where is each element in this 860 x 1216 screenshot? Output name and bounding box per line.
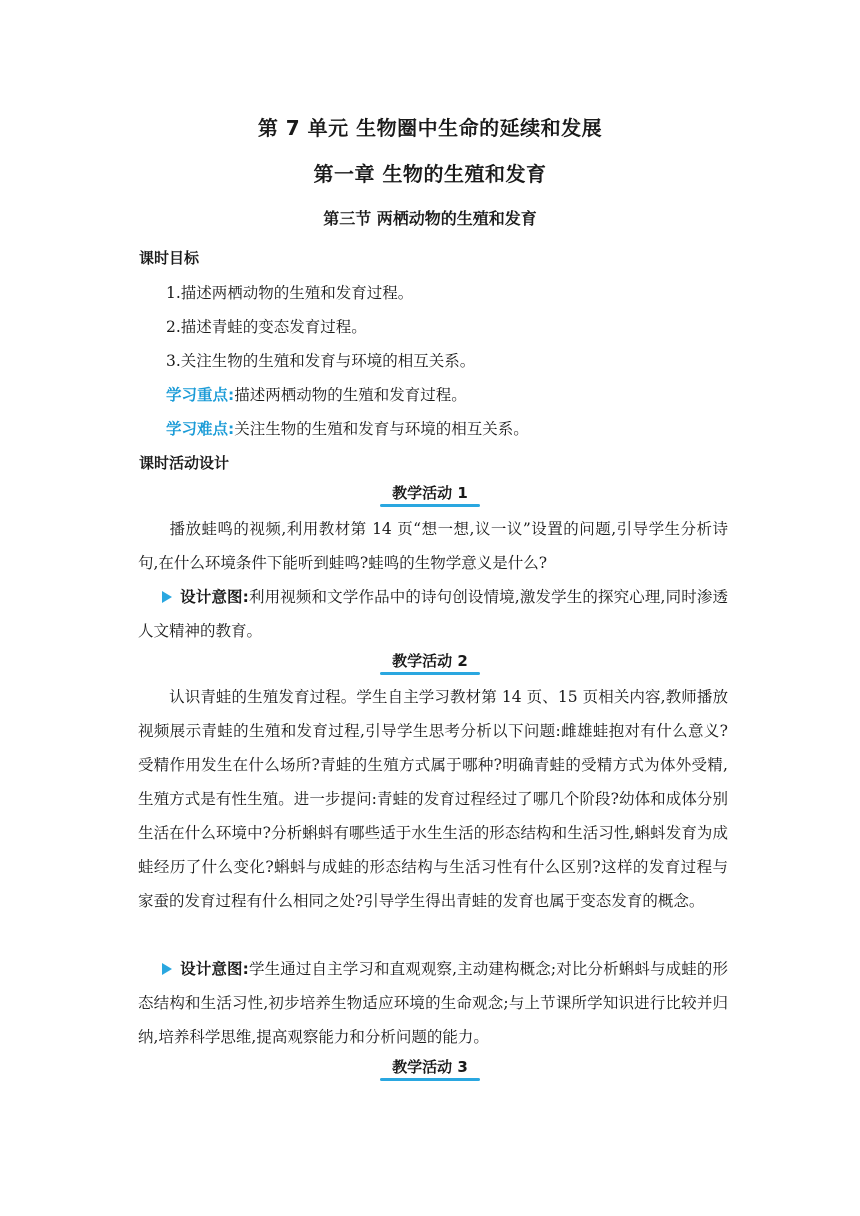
activity-2-badge <box>0 650 860 675</box>
activity-1-text: 播放蛙鸣的视频,利用教材第 14 页“想一想,议一议”设置的问题,引导学生分析诗句,在什么环境条件下能听到蛙鸣?蛙鸣的生物学意义是什么? <box>138 520 728 572</box>
objective-item: 1.描述两栖动物的生殖和发育过程。 <box>166 284 414 302</box>
activity-1-intent <box>138 580 728 648</box>
activity-3-title: 教学活动 3 <box>388 1056 472 1081</box>
key-point-text: 描述两栖动物的生殖和发育过程。 <box>234 386 467 404</box>
unit-title: 第 7 单元 生物圈中生命的延续和发展 <box>257 116 603 140</box>
activity-2-title: 教学活动 2 <box>388 650 472 675</box>
design-heading: 课时活动设计 <box>139 454 230 472</box>
intent-text: 利用视频和文学作品中的诗句创设情境,激发学生的探究心理,同时渗透人文精神的教育。 <box>138 588 729 640</box>
key-point-label: 学习重点: <box>166 386 235 404</box>
activity-1-content <box>138 512 728 580</box>
triangle-bullet-icon <box>162 963 172 975</box>
activity-1-title: 教学活动 1 <box>388 482 472 507</box>
triangle-bullet-icon <box>162 591 172 603</box>
activity-2-text: 认识青蛙的生殖发育过程。学生自主学习教材第 14 页、15 页相关内容,教师播放视频展示青蛙的生殖和发育过程,引导学生思考分析以下问题:雌雄蛙抱对有什么意义?受精作用发生在什么场所?青蛙的生殖方式属于哪种?明确青蛙的受精方式为体外受精,生殖方式是有性生殖。进一步提问:青蛙的发育过程经过了哪几个阶段?幼体和成体分别生活在什么环境中?分析蝌蚪有哪些适于水生生活的形态结构和生活习性,蝌蚪发育为成蛙经历了什么变化?蝌蚪与成蛙的形态结构与生活习性有什么区别?这样的发育过程与家蚕的发育过程有什么相同之处?引导学生得出青蛙的发育也属于变态发育的概念。 <box>138 688 728 910</box>
difficulty-label: 学习难点: <box>166 420 235 438</box>
intent-text: 学生通过自主学习和直观观察,主动建构概念;对比分析蝌蚪与成蛙的形态结构和生活习性,初步培养生物适应环境的生命观念;与上节课所学知识进行比较并归纳,培养科学思维,提高观察能力和分析问题的能力。 <box>138 960 728 1046</box>
activity-3-badge <box>0 1056 860 1081</box>
key-point <box>166 383 467 405</box>
activity-1-badge <box>0 482 860 507</box>
objective-item: 2.描述青蛙的变态发育过程。 <box>166 318 367 336</box>
section-title: 第三节 两栖动物的生殖和发育 <box>323 209 537 228</box>
objective-item: 3.关注生物的生殖和发育与环境的相互关系。 <box>166 352 476 370</box>
difficulty-text: 关注生物的生殖和发育与环境的相互关系。 <box>234 420 529 438</box>
difficulty-point <box>166 417 529 439</box>
intent-label: 设计意图: <box>180 588 249 606</box>
objectives-heading: 课时目标 <box>139 249 200 267</box>
activity-2-content <box>138 680 728 918</box>
activity-2-intent <box>138 952 728 1054</box>
chapter-title: 第一章 生物的生殖和发育 <box>313 162 547 186</box>
intent-label: 设计意图: <box>180 960 249 978</box>
